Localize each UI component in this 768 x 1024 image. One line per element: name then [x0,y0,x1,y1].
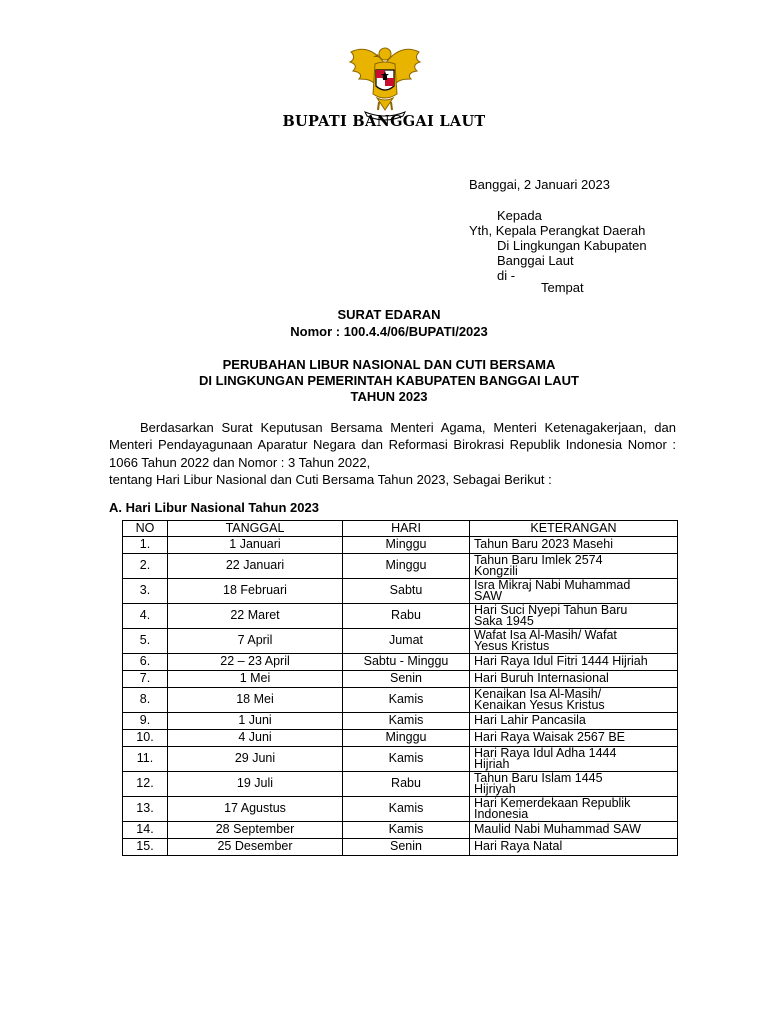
recipient-line-3: Banggai Laut [497,253,574,268]
keterangan-line: Tahun Baru 2023 Masehi [474,537,613,552]
column-header-keterangan: KETERANGAN [470,521,678,537]
garuda-emblem-icon [345,40,425,122]
cell-no: 11. [123,747,168,772]
recipient-kepada: Kepada [497,208,542,223]
cell-keterangan [470,839,678,856]
keterangan-line: Maulid Nabi Muhammad SAW [474,822,641,837]
cell-no: 3. [123,579,168,604]
cell-hari: Senin [343,839,470,856]
paragraph-part-2: tentang Hari Libur Nasional dan Cuti Bersama Tahun 2023, Sebagai Berikut : [109,472,552,488]
cell-no: 5. [123,629,168,654]
keterangan-line: Hari Raya Idul Adha 1444 [474,745,617,760]
subject-line-1: PERUBAHAN LIBUR NASIONAL DAN CUTI BERSAMA [222,357,556,372]
table-row [123,730,678,747]
cell-no: 13. [123,797,168,822]
cell-keterangan [470,654,678,671]
recipient-line-1: Yth, Kepala Perangkat Daerah [469,223,646,238]
keterangan-line: Hari Kemerdekaan Republik [474,795,631,810]
cell-tanggal: 1 Januari [168,537,343,554]
recipient-line-2: Di Lingkungan Kabupaten [497,238,647,253]
cell-tanggal: 22 – 23 April [168,654,343,671]
place-date: Banggai, 2 Januari 2023 [469,177,610,192]
cell-no: 6. [123,654,168,671]
table-row [123,629,678,654]
cell-tanggal: 4 Juni [168,730,343,747]
cell-keterangan [470,671,678,688]
cell-keterangan [470,537,678,554]
cell-no: 4. [123,604,168,629]
cell-tanggal: 7 April [168,629,343,654]
table-row [123,713,678,730]
cell-hari: Senin [343,671,470,688]
cell-hari: Kamis [343,822,470,839]
recipient-di: di - [497,268,516,283]
keterangan-line: Tahun Baru Islam 1445 [474,770,603,785]
table-row [123,688,678,713]
cell-no: 1. [123,537,168,554]
subject-line-3: TAHUN 2023 [350,389,428,404]
cell-hari: Minggu [343,554,470,579]
keterangan-line: Kenaikan Isa Al-Masih/ [474,686,602,701]
cell-hari: Kamis [343,688,470,713]
cell-hari: Sabtu [343,579,470,604]
keterangan-line: Saka 1945 [474,614,534,628]
cell-no: 15. [123,839,168,856]
cell-tanggal: 19 Juli [168,772,343,797]
keterangan-line: Hijriah [474,757,510,771]
keterangan-line: Kongzili [474,564,518,578]
cell-hari: Rabu [343,772,470,797]
opening-paragraph [109,419,676,489]
cell-no: 9. [123,713,168,730]
table-row [123,822,678,839]
subject-line-2: DI LINGKUNGAN PEMERINTAH KABUPATEN BANGGAI LAUT [199,373,579,388]
cell-keterangan [470,772,678,797]
keterangan-line: Hari Raya Waisak 2567 BE [474,730,625,745]
paragraph-part-1: Berdasarkan Surat Keputusan Bersama Menteri Agama, Menteri Ketenagakerjaan, dan Menteri Pendayagunaan Aparatur Negara dan Reformasi Birokrasi Republik Indonesia Nomor : 1066 Tahun 2022 dan Nomor : 3 Tahun 2022, [109,420,676,470]
cell-hari: Kamis [343,747,470,772]
letterhead-title: BUPATI BANGGAI LAUT [282,113,486,130]
cell-no: 10. [123,730,168,747]
keterangan-line: Hijriyah [474,782,516,796]
keterangan-line: Hari Buruh Internasional [474,671,609,686]
keterangan-line: Wafat Isa Al-Masih/ Wafat [474,627,617,642]
cell-tanggal: 18 Mei [168,688,343,713]
cell-tanggal: 22 Januari [168,554,343,579]
keterangan-line: Hari Raya Natal [474,839,563,854]
letter-number: Nomor : 100.4.4/06/BUPATI/2023 [290,324,488,339]
cell-tanggal: 1 Mei [168,671,343,688]
cell-tanggal: 18 Februari [168,579,343,604]
cell-keterangan [470,604,678,629]
cell-keterangan [470,822,678,839]
keterangan-line: Isra Mikraj Nabi Muhammad [474,577,631,592]
table-header-row [123,521,678,537]
table-row [123,839,678,856]
cell-no: 8. [123,688,168,713]
keterangan-line: Indonesia [474,807,529,821]
recipient-tempat: Tempat [541,280,584,295]
table-row [123,554,678,579]
cell-no: 7. [123,671,168,688]
cell-keterangan [470,629,678,654]
table-row [123,537,678,554]
cell-no: 2. [123,554,168,579]
cell-keterangan [470,579,678,604]
letter-type: SURAT EDARAN [337,307,441,322]
cell-hari: Sabtu - Minggu [343,654,470,671]
keterangan-line: Tahun Baru Imlek 2574 [474,552,603,567]
column-header-tanggal: TANGGAL [168,521,343,537]
keterangan-line: Hari Lahir Pancasila [474,713,586,728]
cell-keterangan [470,747,678,772]
cell-hari: Kamis [343,797,470,822]
table-row [123,604,678,629]
cell-hari: Jumat [343,629,470,654]
keterangan-line: Kenaikan Yesus Kristus [474,698,605,712]
cell-no: 12. [123,772,168,797]
cell-keterangan [470,797,678,822]
cell-tanggal: 1 Juni [168,713,343,730]
table-row [123,772,678,797]
cell-tanggal: 17 Agustus [168,797,343,822]
cell-tanggal: 25 Desember [168,839,343,856]
keterangan-line: Yesus Kristus [474,639,550,653]
cell-hari: Minggu [343,537,470,554]
keterangan-line: SAW [474,589,503,603]
cell-tanggal: 28 September [168,822,343,839]
column-header-hari: HARI [343,521,470,537]
cell-keterangan [470,713,678,730]
table-row [123,797,678,822]
cell-tanggal: 29 Juni [168,747,343,772]
table-row [123,579,678,604]
column-header-no: NO [123,521,168,537]
cell-hari: Minggu [343,730,470,747]
table-row [123,747,678,772]
cell-hari: Rabu [343,604,470,629]
cell-tanggal: 22 Maret [168,604,343,629]
keterangan-line: Hari Suci Nyepi Tahun Baru [474,602,628,617]
holiday-table-body [123,537,678,856]
table-row [123,654,678,671]
cell-keterangan [470,730,678,747]
holiday-table [122,520,678,856]
table-row [123,671,678,688]
cell-hari: Kamis [343,713,470,730]
keterangan-line: Hari Raya Idul Fitri 1444 Hijriah [474,654,648,669]
cell-no: 14. [123,822,168,839]
cell-keterangan [470,554,678,579]
section-a-title: A. Hari Libur Nasional Tahun 2023 [109,500,319,515]
cell-keterangan [470,688,678,713]
